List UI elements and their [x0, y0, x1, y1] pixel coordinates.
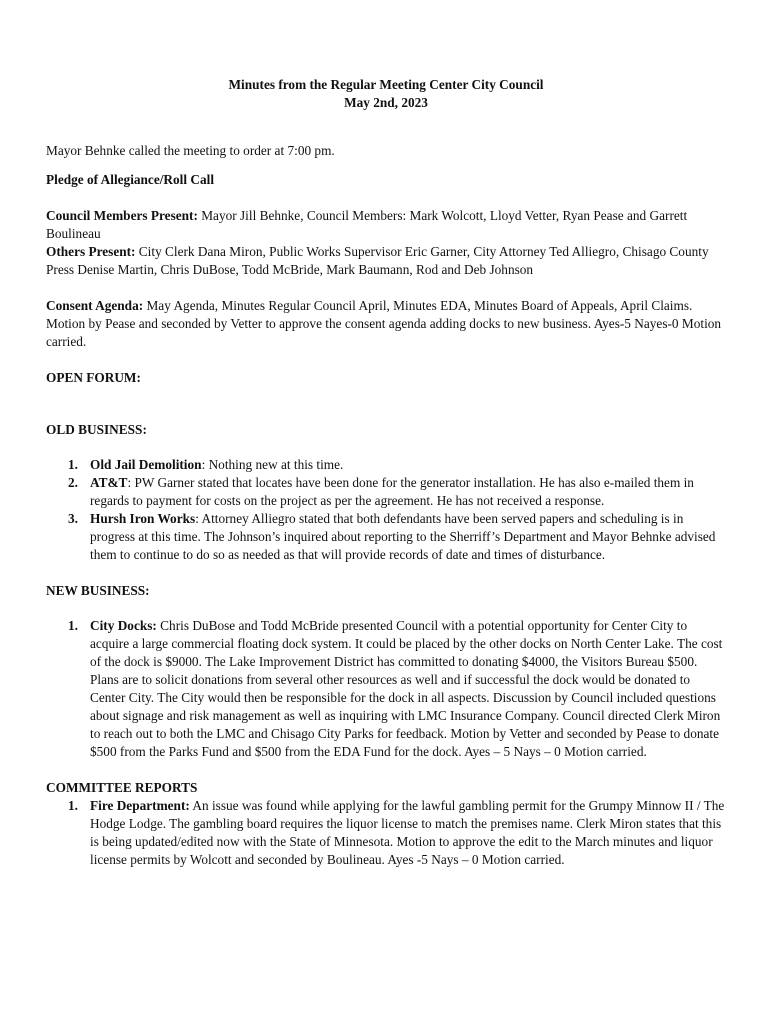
list-item-number: 3. — [68, 511, 78, 526]
list-item-text: : PW Garner stated that locates have been done for the generator installation. He has also e-mailed them in regards to payment for costs on the project as per the agreement. He has not received a response. — [90, 475, 694, 508]
list-item-label: Old Jail Demolition — [90, 457, 202, 472]
list-item-text: : Nothing new at this time. — [201, 457, 344, 472]
council-members-paragraph — [46, 207, 726, 243]
attendance-section — [46, 207, 726, 279]
list-item-number: 1. — [68, 618, 78, 633]
meeting-date: May 2nd, 2023 — [344, 95, 428, 110]
list-item — [46, 474, 726, 510]
committee-reports-heading: COMMITTEE REPORTS — [46, 780, 198, 795]
consent-agenda-label: Consent Agenda: — [46, 298, 144, 313]
list-item-text: Chris DuBose and Todd McBride presented Council with a potential opportunity for Center City to acquire a large commercial floating dock system. It could be placed by the other docks on North Center Lake. The cost of the dock is $9000. The Lake Improvement District has committed to donating $4000, the Visitors Bureau $500. Plans are to solicit donations from several other resources as well and if successful the dock would be donated to Center City. The City would then be responsible for the dock in all aspects. Discussion by Council included questions about signage and risk management as well as inquiring with LMC Insurance Company. Council directed Clerk Miron to reach out to both the LMC and Chisago City Parks for feedback. Motion by Vetter and seconded by Pease to donate $500 from the Parks Fund and $500 from the EDA Fund for the dock. Ayes – 5 Nays – 0 Motion carried. — [90, 618, 723, 759]
new-business-list — [46, 617, 726, 761]
list-item-number: 2. — [68, 475, 78, 490]
new-business-heading: NEW BUSINESS: — [46, 583, 150, 598]
committee-reports-list — [46, 797, 726, 869]
list-item-label: City Docks: — [90, 618, 157, 633]
document-title: Minutes from the Regular Meeting Center City Council — [228, 77, 544, 92]
list-item-text: An issue was found while applying for the lawful gambling permit for the Grumpy Minnow II / The Hodge Lodge. The gambling board requires the liquor license to match the premises name. Clerk Miron states that this is being updated/edited now with the State of Minnesota. Motion to approve the edit to the March minutes and liquor license permits by Wolcott and seconded by Boulineau. Ayes -5 Nays – 0 Motion carried. — [90, 798, 725, 867]
council-members-text: Mayor Jill Behnke, Council Members: Mark Wolcott, Lloyd Vetter, Ryan Pease and Garrett Boulineau — [46, 208, 688, 241]
council-members-label: Council Members Present: — [46, 208, 198, 223]
list-item — [46, 797, 726, 869]
list-item-label: Fire Department: — [90, 798, 190, 813]
open-forum-heading: OPEN FORUM: — [46, 370, 141, 385]
list-item-number: 1. — [68, 457, 78, 472]
list-item — [46, 456, 726, 474]
document-title-block — [46, 76, 726, 112]
list-item-label: AT&T — [90, 475, 128, 490]
list-item-number: 1. — [68, 798, 78, 813]
others-present-text: City Clerk Dana Miron, Public Works Supervisor Eric Garner, City Attorney Ted Alliegro, Chisago County Press Denise Martin, Chris DuBose, Todd McBride, Mark Baumann, Rod and Deb Johnson — [46, 244, 709, 277]
list-item — [46, 510, 726, 564]
consent-agenda-text: May Agenda, Minutes Regular Council April, Minutes EDA, Minutes Board of Appeals, April Claims. Motion by Pease and seconded by Vetter to approve the consent agenda adding docks to new business. Ayes-5 Nayes-0 Motion carried. — [46, 298, 722, 349]
list-item-text: : Attorney Alliegro stated that both defendants have been served papers and scheduling is in progress at this time. The Johnson’s inquired about reporting to the Sherriff’s Department and Mayor Behnke advised them to continue to do so as needed as that will provide records of date and times of disturbance. — [90, 511, 716, 562]
list-item-label: Hursh Iron Works — [90, 511, 196, 526]
others-present-paragraph — [46, 243, 726, 279]
consent-agenda-paragraph — [46, 297, 726, 351]
others-present-label: Others Present: — [46, 244, 136, 259]
old-business-list — [46, 456, 726, 564]
pledge-heading: Pledge of Allegiance/Roll Call — [46, 172, 215, 187]
opening-statement: Mayor Behnke called the meeting to order at 7:00 pm. — [46, 143, 335, 158]
old-business-heading: OLD BUSINESS: — [46, 422, 147, 437]
list-item — [46, 617, 726, 761]
